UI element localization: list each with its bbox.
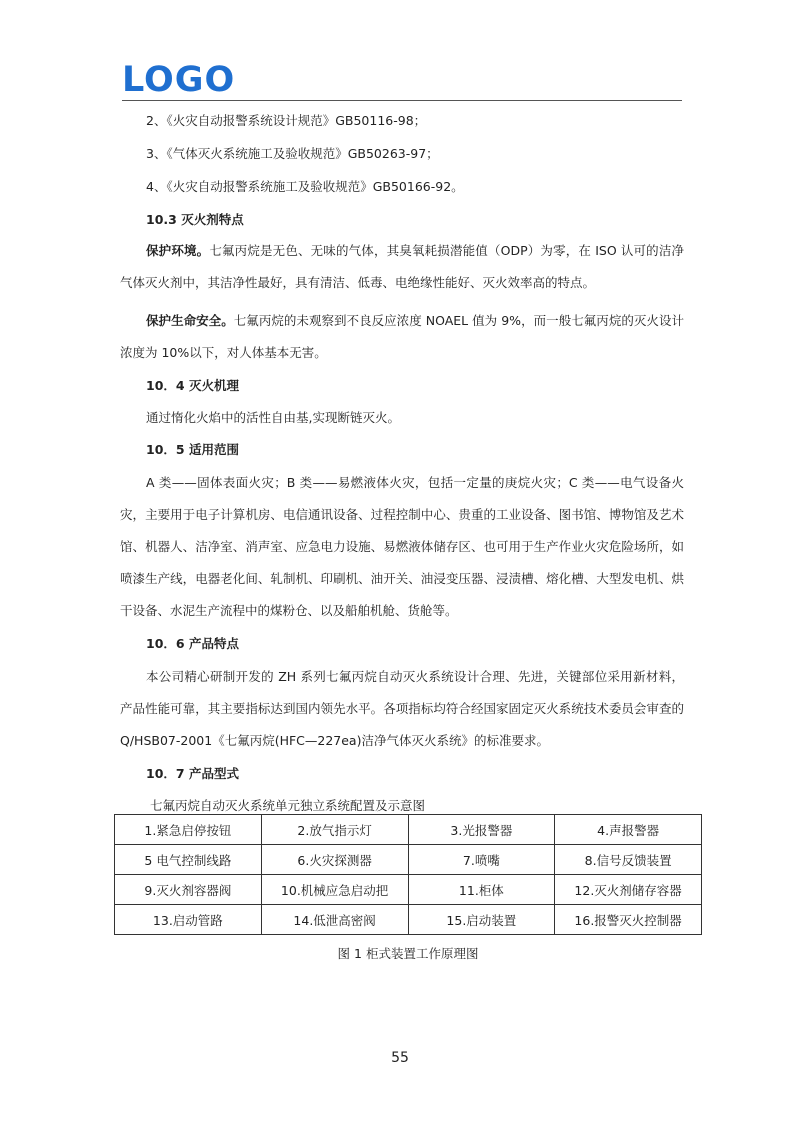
company-logo: LOGO (122, 60, 236, 100)
table-cell: 2.放气指示灯 (261, 815, 408, 845)
figure-caption: 图 1 柜式装置工作原理图 (337, 946, 479, 961)
table-cell: 1.紧急启停按钮 (115, 815, 262, 845)
components-table (114, 814, 702, 935)
table-row (115, 815, 702, 845)
table-row (115, 875, 702, 905)
table-cell: 11.柜体 (408, 875, 555, 905)
table-row (115, 845, 702, 875)
table-title: 七氟丙烷自动灭火系统单元独立系统配置及示意图 (150, 798, 426, 813)
paragraph-environment (120, 235, 684, 299)
table-cell: 13.启动管路 (115, 905, 262, 935)
paragraph-text: 七氟丙烷的未观察到不良反应浓度 NOAEL 值为 9%，而一般七氟丙烷的灭火设计浓度为 10%以下，对人体基本无害。 (120, 313, 684, 360)
table-cell: 15.启动装置 (408, 905, 555, 935)
header-divider (122, 100, 682, 101)
table-cell: 9.灭火剂容器阀 (115, 875, 262, 905)
section-heading-10-5: 10．5 适用范围 (146, 442, 239, 457)
table-cell: 3.光报警器 (408, 815, 555, 845)
table-cell: 5 电气控制线路 (115, 845, 262, 875)
paragraph-lead-bold: 保护生命安全。 (146, 313, 234, 328)
paragraph-scope: A 类——固体表面火灾；B 类——易燃液体火灾，包括一定量的庚烷火灾；C 类——电气设备火灾，主要用于电子计算机房、电信通讯设备、过程控制中心、贵重的工业设备、图书馆、博物馆及艺术馆、机器人、洁净室、消声室、应急电力设施、易燃液体储存区、也可用于生产作业火灾危险场所，如喷漆生产线，电器老化间、轧制机、印刷机、油开关、油浸变压器、浸渍槽、熔化槽、大型发电机、烘干设备、水泥生产流程中的煤粉仓、以及船舶机舱、货舱等。 (120, 475, 684, 618)
table-cell: 4.声报警器 (555, 815, 702, 845)
paragraph-features: 本公司精心研制开发的 ZH 系列七氟丙烷自动灭火系统设计合理、先进，关键部位采用新材料，产品性能可靠，其主要指标达到国内领先水平。各项指标均符合经国家固定灭火系统技术委员会审查的 Q/HSB07-2001《七氟丙烷(HFC—227ea)洁净气体灭火系统》的标准要求。 (120, 669, 684, 748)
paragraph-lead-bold: 保护环境。 (146, 243, 210, 258)
section-heading-10-3: 10.3 灭火剂特点 (146, 212, 244, 227)
table-cell: 14.低泄高密阀 (261, 905, 408, 935)
section-heading-10-4: 10．4 灭火机理 (146, 378, 239, 393)
section-heading-10-7: 10．7 产品型式 (146, 766, 239, 781)
page-number: 55 (391, 1050, 409, 1066)
reference-item: 2、《火灾自动报警系统设计规范》GB50116-98； (146, 113, 427, 128)
table-cell: 7.喷嘴 (408, 845, 555, 875)
table-row (115, 905, 702, 935)
paragraph-text: 七氟丙烷是无色、无味的气体，其臭氧耗损潜能值（ODP）为零，在 ISO 认可的洁净气体灭火剂中，其洁净性最好，具有清洁、低毒、电绝缘性能好、灭火效率高的特点。 (120, 243, 684, 290)
page-content (120, 104, 684, 821)
paragraph-safety (120, 305, 684, 369)
reference-item: 3、《气体灭火系统施工及验收规范》GB50263-97； (146, 146, 439, 161)
paragraph-mechanism: 通过惰化火焰中的活性自由基,实现断链灭火。 (146, 410, 400, 425)
table-cell: 8.信号反馈装置 (555, 845, 702, 875)
reference-item: 4、《火灾自动报警系统施工及验收规范》GB50166-92。 (146, 179, 464, 194)
table-cell: 10.机械应急启动把 (261, 875, 408, 905)
table-cell: 12.灭火剂储存容器 (555, 875, 702, 905)
section-heading-10-6: 10．6 产品特点 (146, 636, 239, 651)
table-cell: 6.火灾探测器 (261, 845, 408, 875)
table-cell: 16.报警灭火控制器 (555, 905, 702, 935)
